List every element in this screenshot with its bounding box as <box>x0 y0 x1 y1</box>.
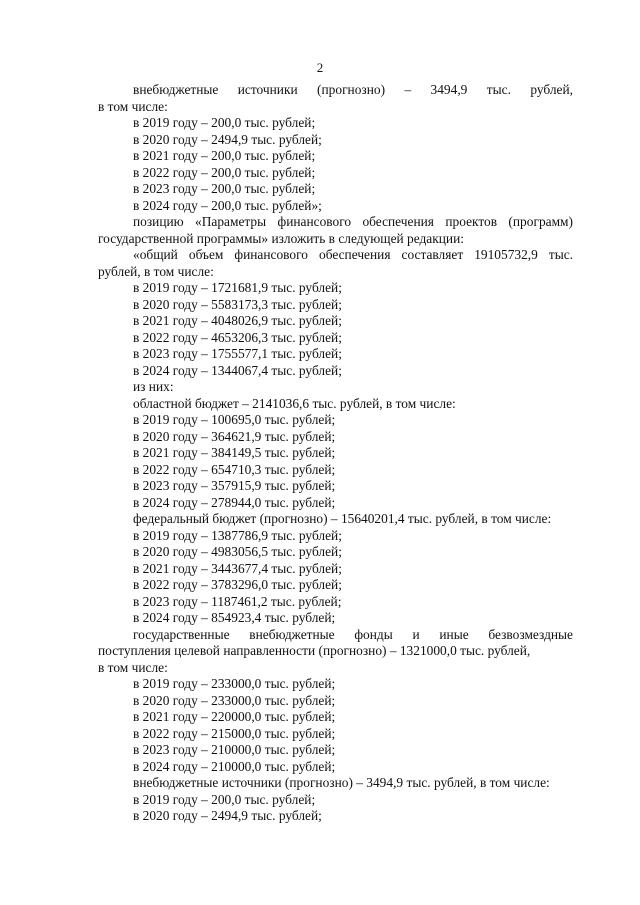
text-line: в 2020 году – 233000,0 тыс. рублей; <box>133 692 336 708</box>
text-line: в 2021 году – 3443677,4 тыс. рублей; <box>133 560 342 576</box>
text-line: в 2020 году – 5583173,3 тыс. рублей; <box>133 296 342 312</box>
text-line: в том числе: <box>98 98 168 114</box>
text-line: в 2022 году – 654710,3 тыс. рублей; <box>133 461 336 477</box>
text-line: в 2021 году – 220000,0 тыс. рублей; <box>133 709 336 724</box>
text-line: в 2021 году – 384149,5 тыс. рублей; <box>133 445 336 460</box>
text-line: в 2021 году – 200,0 тыс. рублей; <box>133 148 316 163</box>
text-line: в том числе: <box>98 659 168 675</box>
text-line: в 2019 году – 200,0 тыс. рублей; <box>133 115 316 130</box>
text-line: «общий объем финансового обеспечения составляет 19105732,9 тыс. <box>133 247 573 262</box>
text-line: в 2019 году – 1721681,9 тыс. рублей; <box>133 280 342 295</box>
text-line: из них: <box>133 379 174 394</box>
text-line: в 2020 году – 364621,9 тыс. рублей; <box>133 428 336 444</box>
text-line: областной бюджет – 2141036,6 тыс. рублей, в том числе: <box>133 395 456 411</box>
text-line: в 2021 году – 4048026,9 тыс. рублей; <box>133 313 342 328</box>
text-line: рублей, в том числе: <box>98 263 214 279</box>
text-line: позицию «Параметры финансового обеспечения проектов (программ) <box>133 214 573 229</box>
text-line: в 2022 году – 215000,0 тыс. рублей; <box>133 725 336 741</box>
text-line: в 2020 году – 4983056,5 тыс. рублей; <box>133 544 342 559</box>
text-line: в 2024 году – 854923,4 тыс. рублей; <box>133 610 336 625</box>
text-line: в 2024 году – 210000,0 тыс. рублей; <box>133 758 336 774</box>
text-line: в 2023 году – 1755577,1 тыс. рублей; <box>133 346 342 361</box>
text-line: государственной программы» изложить в следующей редакции: <box>98 230 464 246</box>
page-number: 2 <box>316 60 324 75</box>
text-line: федеральный бюджет (прогнозно) – 15640201,4 тыс. рублей, в том числе: <box>133 511 552 526</box>
text-line: поступления целевой направленности (прогнозно) – 1321000,0 тыс. рублей, <box>98 643 531 658</box>
text-line: в 2022 году – 4653206,3 тыс. рублей; <box>133 329 342 345</box>
text-line: внебюджетные источники (прогнозно) – 3494,9 тыс. рублей, в том числе: <box>133 775 550 790</box>
text-line: в 2019 году – 100695,0 тыс. рублей; <box>133 412 336 427</box>
text-line: в 2024 году – 200,0 тыс. рублей»; <box>133 197 322 213</box>
text-line: в 2019 году – 1387786,9 тыс. рублей; <box>133 527 342 543</box>
text-line: в 2023 году – 200,0 тыс. рублей; <box>133 181 316 196</box>
text-line: в 2019 году – 233000,0 тыс. рублей; <box>133 676 336 691</box>
text-line: в 2022 году – 3783296,0 тыс. рублей; <box>133 577 342 592</box>
text-line: в 2019 году – 200,0 тыс. рублей; <box>133 791 316 807</box>
text-line: в 2023 году – 210000,0 тыс. рублей; <box>133 742 336 757</box>
text-line: в 2023 году – 1187461,2 тыс. рублей; <box>133 593 342 609</box>
text-line: внебюджетные источники (прогнозно) – 3494,9 тыс. рублей, <box>133 82 573 97</box>
document-body <box>98 82 573 825</box>
text-line: в 2022 году – 200,0 тыс. рублей; <box>133 164 316 180</box>
text-line: государственные внебюджетные фонды и иные безвозмездные <box>133 626 573 642</box>
text-line: в 2020 году – 2494,9 тыс. рублей; <box>133 131 322 147</box>
text-line: в 2024 году – 278944,0 тыс. рублей; <box>133 494 336 510</box>
text-line: в 2020 году – 2494,9 тыс. рублей; <box>133 808 322 823</box>
text-line: в 2023 году – 357915,9 тыс. рублей; <box>133 478 336 493</box>
text-line: в 2024 году – 1344067,4 тыс. рублей; <box>133 362 342 378</box>
